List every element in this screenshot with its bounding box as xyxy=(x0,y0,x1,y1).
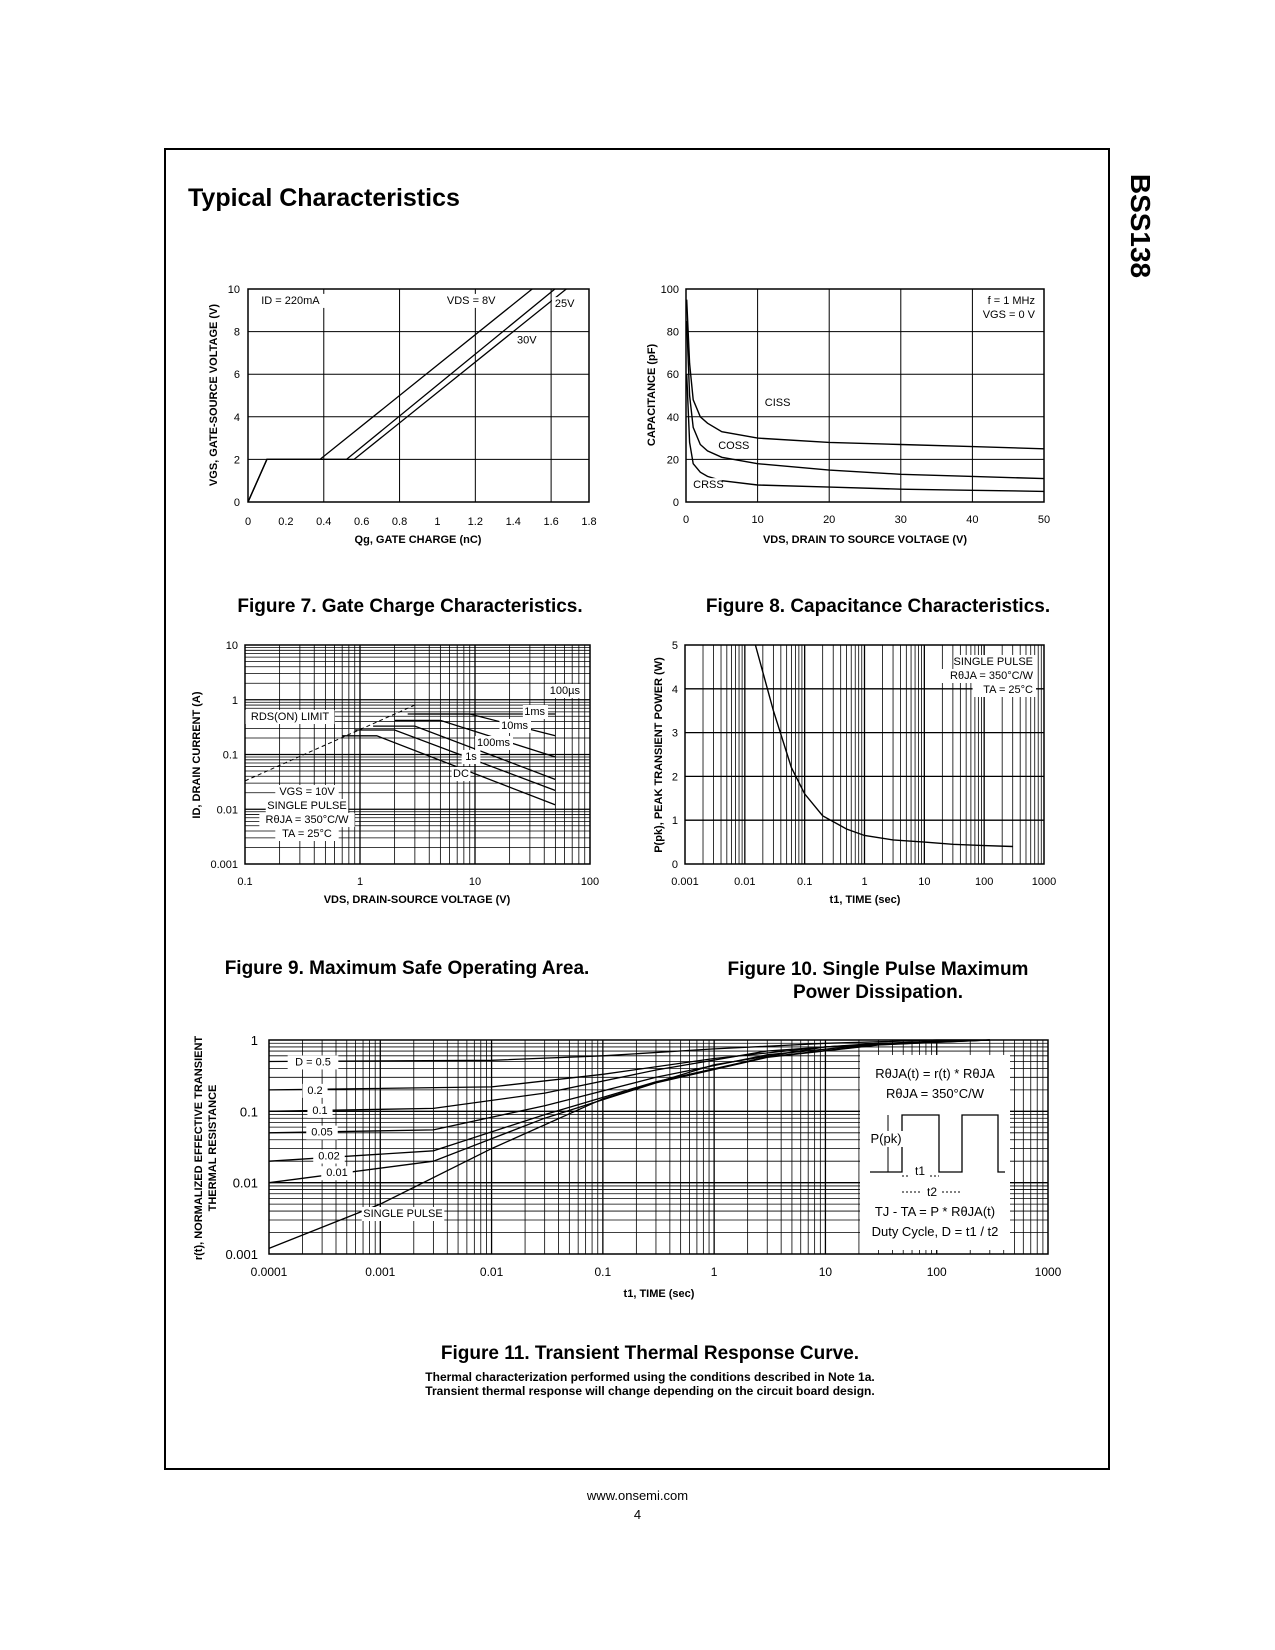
fig9-x-tick-label: 1 xyxy=(356,876,364,888)
fig7-x-tick-label: 0.2 xyxy=(278,516,294,528)
fig8-label-crss: CRSS xyxy=(693,479,724,492)
fig9-x-tick-label: 10 xyxy=(468,876,482,888)
fig7-annotation-vds8: VDS = 8V xyxy=(446,294,496,307)
figure-9-caption: Figure 9. Maximum Safe Operating Area. xyxy=(224,958,590,979)
fig7-y-tick-label: 10 xyxy=(227,284,240,296)
fig10-x-tick-label: 0.001 xyxy=(671,876,699,888)
fig8-x-tick-label: 10 xyxy=(751,514,764,526)
fig7-series-0 xyxy=(248,289,532,502)
figure-10-caption xyxy=(688,958,1068,1004)
figure-8-caption: Figure 8. Capacitance Characteristics. xyxy=(705,596,1051,617)
fig9-y-tick-label: 1 xyxy=(231,694,238,707)
fig11-x-tick-label: 10 xyxy=(818,1265,833,1279)
fig8-series-coss xyxy=(687,321,1044,479)
fig11-y-axis-label-line1: r(t), NORMALIZED EFFECTIVE TRANSIENT xyxy=(193,1035,205,1261)
fig9-y-tick-label: 10 xyxy=(225,640,238,652)
fig7-series-1 xyxy=(248,289,555,502)
fig11-series-label-2: 0.1 xyxy=(312,1104,328,1117)
fig9-condition-3: TA = 25°C xyxy=(282,828,332,840)
fig10-condition-1: RθJA = 350°C/W xyxy=(950,670,1033,682)
fig8-series-crss xyxy=(687,374,1044,491)
fig11-y-tick-label: 0.001 xyxy=(225,1247,258,1262)
fig7-annotation-25v: 25V xyxy=(554,298,575,311)
fig11-x-tick-label: 0.01 xyxy=(479,1265,504,1279)
fig8-y-tick-label: 20 xyxy=(666,454,679,467)
fig10-x-tick-label: 0.01 xyxy=(734,876,756,888)
footer-url[interactable]: www.onsemi.com xyxy=(586,1488,689,1503)
fig11-series-label-0: D = 0.5 xyxy=(295,1056,331,1069)
fig11-x-tick-label: 0.0001 xyxy=(250,1265,288,1279)
figure-10-caption-line2: Power Dissipation. xyxy=(793,982,963,1003)
fig11-t2-label: t2 xyxy=(926,1185,938,1199)
fig10-y-tick-label: 0 xyxy=(671,859,678,871)
fig11-formula-rtheta: RθJA(t) = r(t) * RθJA xyxy=(875,1066,995,1081)
fig7-x-tick-label: 1.2 xyxy=(467,516,483,528)
fig7-annotation-30v: 30V xyxy=(517,334,537,347)
fig11-ppk-label: P(pk) xyxy=(870,1131,902,1146)
fig7-x-tick-label: 0.8 xyxy=(391,516,408,528)
fig11-y-tick-label: 0.01 xyxy=(232,1175,258,1191)
fig11-formula-tj: TJ - TA = P * RθJA(t) xyxy=(874,1204,996,1219)
fig8-condition-freq: f = 1 MHz xyxy=(987,295,1035,307)
fig7-x-tick-label: 1.8 xyxy=(581,516,597,528)
fig8-condition-vgs: VGS = 0 V xyxy=(982,309,1035,321)
fig8-y-tick-label: 60 xyxy=(666,369,679,382)
fig9-label-100us: 100µs xyxy=(549,685,580,697)
fig11-y-tick-label: 1 xyxy=(250,1033,258,1048)
fig9-label-1ms: 1ms xyxy=(524,706,545,718)
fig10-x-tick-label: 0.1 xyxy=(797,876,813,888)
fig7-x-tick-label: 0.4 xyxy=(316,516,332,528)
figure-7-caption: Figure 7. Gate Charge Characteristics. xyxy=(237,596,583,617)
fig11-x-tick-label: 1000 xyxy=(1034,1265,1062,1279)
fig8-x-tick-label: 0 xyxy=(682,514,690,526)
fig10-y-tick-label: 5 xyxy=(671,640,678,652)
fig8-y-axis-label: CAPACITANCE (pF) xyxy=(646,343,658,447)
fig11-single-pulse-label: SINGLE PULSE xyxy=(363,1208,443,1220)
fig10-x-axis-label: t1, TIME (sec) xyxy=(829,894,901,906)
fig9-condition-0: VGS = 10V xyxy=(279,786,335,798)
fig7-x-axis-label: Qg, GATE CHARGE (nC) xyxy=(354,534,482,546)
fig9-condition-2: RθJA = 350°C/W xyxy=(265,814,349,826)
fig11-x-tick-label: 0.001 xyxy=(365,1265,396,1279)
fig10-y-tick-label: 3 xyxy=(671,727,678,740)
fig10-x-tick-label: 1000 xyxy=(1031,876,1057,888)
fig8-x-tick-label: 30 xyxy=(894,514,907,526)
fig9-y-tick-label: 0.01 xyxy=(216,804,238,817)
fig9-x-tick-label: 0.1 xyxy=(237,876,253,888)
fig11-series-label-4: 0.02 xyxy=(318,1150,340,1163)
fig9-y-axis-label: ID, DRAIN CURRENT (A) xyxy=(191,691,203,819)
fig8-x-tick-label: 50 xyxy=(1037,514,1051,526)
fig11-t1-label: t1 xyxy=(914,1164,926,1178)
fig11-series-label-1: 0.2 xyxy=(307,1084,323,1097)
fig10-y-tick-label: 4 xyxy=(671,683,678,696)
fig10-y-axis-label: P(pk), PEAK TRANSIENT POWER (W) xyxy=(653,657,665,853)
fig11-formula-rja: RθJA = 350°C/W xyxy=(885,1086,985,1101)
fig8-x-tick-label: 40 xyxy=(966,514,979,526)
fig8-y-tick-label: 40 xyxy=(666,411,679,424)
fig8-label-ciss: CISS xyxy=(764,397,791,410)
fig9-condition-1: SINGLE PULSE xyxy=(267,800,347,812)
fig7-y-axis-label: VGS, GATE-SOURCE VOLTAGE (V) xyxy=(208,303,220,487)
figure-11-caption: Figure 11. Transient Thermal Response Curve. xyxy=(440,1343,860,1364)
fig7-x-tick-label: 1 xyxy=(434,516,441,528)
fig7-y-tick-label: 8 xyxy=(233,326,240,339)
fig10-condition-2: TA = 25°C xyxy=(983,684,1033,696)
fig11-series-label-5: 0.01 xyxy=(326,1167,348,1180)
thermal-note-line2: Transient thermal response will change depending on the circuit board design. xyxy=(425,1384,875,1398)
fig9-x-axis-label: VDS, DRAIN-SOURCE VOLTAGE (V) xyxy=(323,894,511,906)
fig9-label-dc: DC xyxy=(453,768,469,780)
fig8-y-tick-label: 80 xyxy=(666,326,679,339)
fig9-x-tick-label: 100 xyxy=(580,876,600,888)
fig10-x-tick-label: 1 xyxy=(861,876,868,888)
fig9-label-100ms: 100ms xyxy=(476,737,510,749)
fig9-label-10ms: 10ms xyxy=(501,720,528,732)
fig10-y-tick-label: 2 xyxy=(671,771,678,784)
fig10-y-tick-label: 1 xyxy=(671,815,678,828)
fig7-x-tick-label: 1.6 xyxy=(543,516,559,528)
thermal-note-line1: Thermal characterization performed using the conditions described in Note 1a. xyxy=(425,1370,875,1384)
fig8-x-axis-label: VDS, DRAIN TO SOURCE VOLTAGE (V) xyxy=(762,534,968,546)
fig7-series-2 xyxy=(248,289,566,502)
fig11-x-tick-label: 0.1 xyxy=(594,1265,612,1279)
fig9-label-1s: 1s xyxy=(465,751,477,763)
page-heading: Typical Characteristics xyxy=(188,184,460,212)
fig11-x-axis-label: t1, TIME (sec) xyxy=(623,1288,695,1300)
fig8-y-tick-label: 100 xyxy=(660,284,679,296)
fig7-x-tick-label: 0.6 xyxy=(354,516,370,528)
fig8-label-coss: COSS xyxy=(718,439,750,452)
fig11-series-label-3: 0.05 xyxy=(311,1126,333,1139)
footer-page-number: 4 xyxy=(633,1507,642,1522)
part-number: BSS138 xyxy=(1125,173,1156,279)
fig9-y-tick-label: 0.001 xyxy=(210,859,238,871)
fig8-x-tick-label: 20 xyxy=(823,514,836,526)
fig7-x-tick-label: 0 xyxy=(244,516,252,528)
fig7-y-tick-label: 2 xyxy=(233,454,240,467)
fig11-y-axis-label-line2: THERMAL RESISTANCE xyxy=(207,1084,219,1212)
fig9-y-tick-label: 0.1 xyxy=(222,749,238,762)
fig10-condition-0: SINGLE PULSE xyxy=(953,656,1033,668)
fig9-rdson-label: RDS(ON) LIMIT xyxy=(250,711,330,723)
fig11-formula-duty: Duty Cycle, D = t1 / t2 xyxy=(871,1224,999,1239)
fig11-inset-bg xyxy=(860,1055,1010,1250)
fig10-x-tick-label: 10 xyxy=(918,876,931,888)
fig7-annotation-id: ID = 220mA xyxy=(261,294,320,307)
figure-10-caption-line1: Figure 10. Single Pulse Maximum xyxy=(727,959,1029,980)
fig8-y-tick-label: 0 xyxy=(672,497,679,509)
fig11-y-tick-label: 0.1 xyxy=(239,1104,258,1120)
fig7-y-tick-label: 0 xyxy=(233,497,240,509)
fig7-plot-frame xyxy=(248,289,589,502)
fig10-x-tick-label: 100 xyxy=(974,876,994,888)
fig11-x-tick-label: 1 xyxy=(710,1265,718,1279)
fig11-x-tick-label: 100 xyxy=(926,1265,947,1279)
fig7-x-tick-label: 1.4 xyxy=(505,516,521,528)
fig7-y-tick-label: 6 xyxy=(233,369,240,382)
fig7-y-tick-label: 4 xyxy=(233,411,240,424)
